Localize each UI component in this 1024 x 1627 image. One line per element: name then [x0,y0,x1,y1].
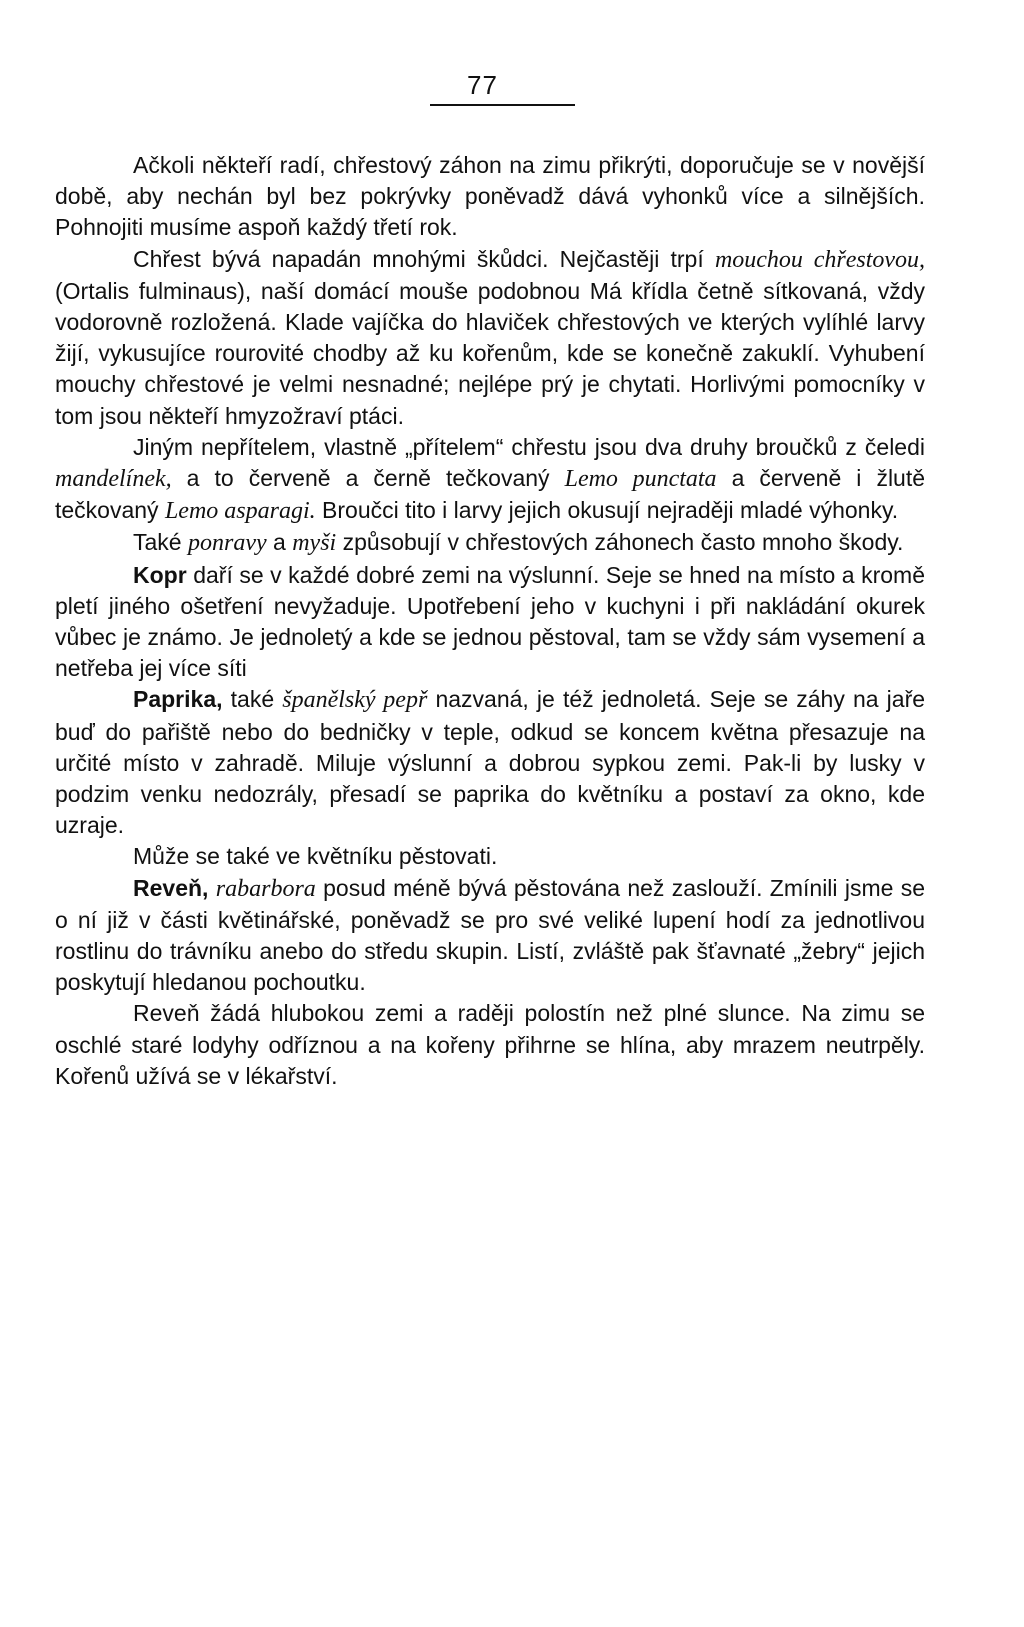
grubs-and: a [273,529,286,556]
pests-intro: Chřest bývá napadán mnohými škůdci. Nejčastěji trpí [133,245,704,272]
term-ponravy: ponravy [187,530,267,557]
beetles-intro: Jiným nepřítelem, vlastně „přítelem“ chřestu jsou dva druhy broučků z čeledi [133,433,925,460]
paprika-also: také [230,686,275,713]
heading-paprika: Paprika, [133,686,223,713]
term-mandelinek: mandelínek, [55,466,172,493]
dill-text: daří se v každé dobré zemi na výslunní. Seje se hned na místo a kromě pletí jiného ošetření nevyžaduje. Upotřebení jeho v kuchyni i při nakládání okurek vůbec je známo. Je jednoletý a kde se jednou pěstoval, tam se vždy sám vysemení a netřeba jej více síti [55,561,926,682]
paragraph-asparagus-beetles [55,432,925,528]
paragraph-asparagus-winter: Ačkoli někteří radí, chřestový záhon na zimu přikrýti, doporučuje se v novější době, aby nechán byl bez pokrývky poněvadž dává vyhonků více a silnějších. Pohnojiti musíme aspoň každý třetí rok. [55,152,925,241]
page-number-rule [430,104,575,106]
paragraph-grubs-mice [55,527,925,559]
term-mysi: myši [292,530,337,557]
term-lemo-asparagi: Lemo asparagi. [164,498,316,525]
grubs-intro: Také [133,529,182,556]
paragraph-paprika [55,684,925,841]
heading-reven: Reveň, [133,874,209,901]
term-spanelsky-pepr: španělský pepř [282,687,428,714]
term-lemo-punctata: Lemo punctata [564,466,717,493]
paragraph-rhubarb-care: Reveň žádá hlubokou zemi a raději polostín než plné slunce. Na zimu se oschlé staré lodyhy odříznou a na kořeny přihrne se hlína, aby mrazem neutrpěly. Kořenů užívá se v lékařství. [55,1000,925,1089]
paragraph-asparagus-pests [55,244,925,432]
page-number: 77 [467,70,498,100]
beetles-mid: a to červeně a černě tečkovaný [186,465,550,492]
term-rabarbora: rabarbora [215,875,316,902]
pests-description: (Ortalis fulminaus), naší domácí mouše podobnou Má křídla četně sítkovaná, vždy vodorovně rozložená. Klade vajíčka do hlaviček chřestových ve kterých vylíhlé larvy žijí, vykusujíce rourovité chodby až ku kořenům, kde se konečně zakuklí. Vyhubení mouchy chřestové je velmi nesnadné; nejlépe prý je chytati. Horlivými pomocníky v tom jsou někteří hmyzožraví ptáci. [55,277,925,429]
paragraph-paprika-pot: Může se také ve květníku pěstovati. [133,843,498,870]
grubs-end: způsobují v chřestových záhonech často mnoho škody. [342,529,904,556]
beetles-end: Broučci tito i larvy jejich okusují nejraději mladé výhonky. [322,497,899,524]
term-asparagus-fly: mouchou chřestovou, [714,246,926,273]
heading-kopr: Kopr [133,561,187,588]
body-text [55,150,925,1092]
paragraph-dill [55,560,925,685]
rhubarb-text: posud méně bývá pěstována než zaslouží. Zmínili jsme se o ní již v části květinářské, poněvadž se pro své veliké lupení hodí za jednotlivou rostlinu do trávníku anebo do středu skupin. Listí, zvláště pak šťavnaté „žebry“ jejich poskytují hledanou pochoutku. [55,874,926,996]
paragraph-rhubarb [55,873,925,999]
beetles-mid-2: a červeně i žlutě tečkovaný [55,465,926,524]
paprika-text: nazvaná, je též jednoletá. Seje se záhy na jaře buď do pařiště nebo do bedničky v teple, odkud se koncem května přesazuje na určité místo v zahradě. Miluje výslunní a dobrou sypkou zemi. Pak-li by lusky v podzim venku nedozrály, přesadí se paprika do květníku a postaví za okno, kde uzraje. [55,686,926,839]
